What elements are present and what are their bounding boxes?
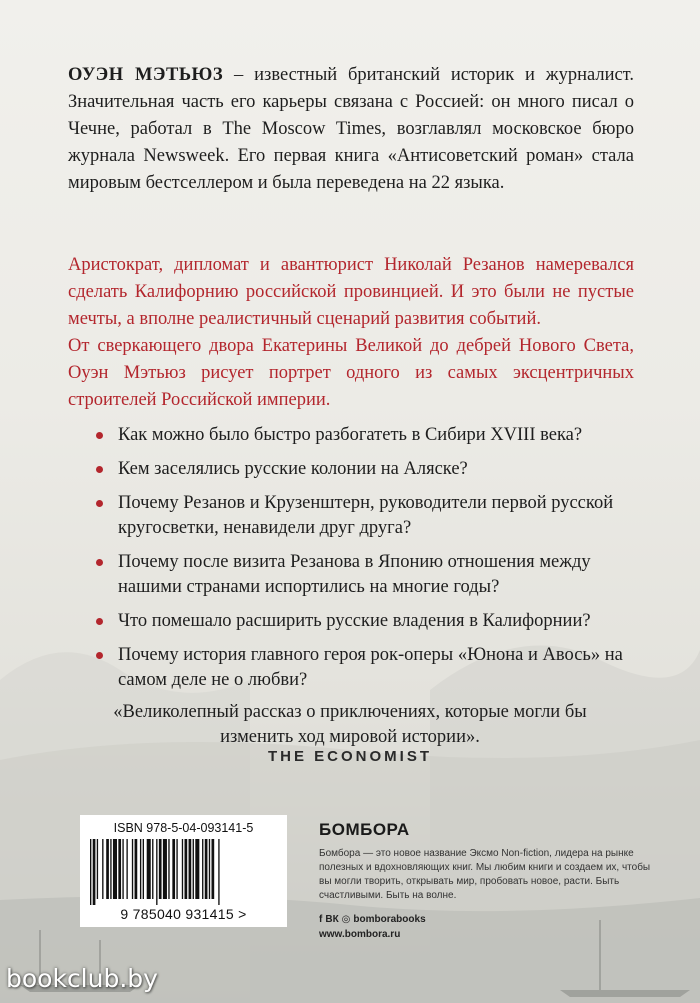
barcode-bar <box>118 839 121 899</box>
bullet-icon <box>96 432 103 439</box>
author-bio <box>68 62 634 197</box>
watermark: bookclub.by <box>6 964 158 993</box>
isbn-label: ISBN 978-5-04-093141-5 <box>113 821 254 835</box>
bullet-icon <box>96 559 103 566</box>
barcode-bar <box>90 839 91 905</box>
barcode-bar <box>193 839 194 899</box>
instagram-icon: ◎ <box>341 914 351 925</box>
barcode-bar <box>122 839 123 899</box>
barcode-bar <box>159 839 162 899</box>
publisher-logo: БОМБОРА <box>319 820 410 839</box>
question-item: Почему история главного героя рок-оперы «Юнона и Авось» на самом деле не о любви? <box>118 643 638 693</box>
barcode-bar <box>182 839 183 899</box>
author-name: ОУЭН МЭТЬЮЗ <box>68 65 224 85</box>
barcode-bar <box>202 839 203 899</box>
annotation-paragraph-1: Аристократ, дипломат и авантюрист Николай Резанов намеревался сделать Калифорнию российской провинцией. И это были не пустые мечты, а вполне реалистичный сценарий развития событий. <box>68 255 634 329</box>
publisher-website: www.bombora.ru <box>319 929 401 940</box>
questions-list <box>118 423 638 702</box>
barcode-bar <box>132 839 133 899</box>
barcode-bar <box>163 839 167 899</box>
publisher-description: Бомбора — это новое название Эксмо Non-fiction, лидера на рынке полезных и вдохновляющих книг. Мы любим книги и создаем их, чтобы вы могли творить, открывать мир, пробовать новое, расти. Быть счастливыми. Быть на волне. <box>319 848 651 901</box>
annotation-paragraph-2: От сверкающего двора Екатерины Великой до дебрей Нового Света, Оуэн Мэтьюз рисует портрет одного из самых эксцентричных строителей Российской империи. <box>68 336 634 410</box>
barcode-bar <box>212 839 215 899</box>
barcode-bar <box>110 839 111 899</box>
barcode-bar <box>152 839 153 899</box>
review-source: THE ECONOMIST <box>267 748 432 765</box>
question-item: Что помешало расширить русские владения в Калифорнии? <box>118 609 638 634</box>
barcode-bar <box>126 839 127 899</box>
barcode-bar <box>147 839 151 899</box>
book-annotation <box>68 252 634 414</box>
barcode-bar <box>135 839 138 899</box>
barcode-bar <box>189 839 192 899</box>
barcode-bar <box>209 839 210 899</box>
bullet-icon <box>96 466 103 473</box>
review-quote: «Великолепный рассказ о приключениях, которые могли бы изменить ход мировой истории». <box>113 702 587 747</box>
question-item: Почему после визита Резанова в Японию отношения между нашими странами испортились на многие годы? <box>118 550 638 600</box>
barcode-bar <box>218 839 219 905</box>
bullet-icon <box>96 500 103 507</box>
barcode-bar <box>185 839 188 899</box>
question-item: Кем заселялись русские колонии на Аляске? <box>118 457 638 482</box>
barcode-bar <box>106 839 109 899</box>
barcode-bar <box>176 839 177 899</box>
barcode-bar <box>140 839 141 899</box>
barcode-bar <box>168 839 169 899</box>
barcode-bar <box>102 839 103 899</box>
barcode-bar <box>172 839 175 899</box>
barcode-bar <box>195 839 199 899</box>
barcode-box <box>80 815 287 927</box>
barcode-bar <box>205 839 208 899</box>
barcode-bar <box>93 839 96 905</box>
social-links <box>319 914 426 925</box>
barcode-icon <box>86 839 281 905</box>
bullet-icon <box>96 618 103 625</box>
facebook-icon: f <box>319 914 323 925</box>
barcode-bar <box>156 839 157 905</box>
question-item: Почему Резанов и Крузенштерн, руководители первой русской кругосветки, ненавидели друг друга? <box>118 491 638 541</box>
social-handle: bomborabooks <box>353 914 426 925</box>
author-bio-text: – известный британский историк и журналист. Значительная часть его карьеры связана с Россией: он много писал о Чечне, работал в The Moscow Times, возглавлял московское бюро журнала Newsweek. Его первая книга «Антисоветский роман» стала мировым бестселлером и была переведена на 22 языка. <box>68 65 635 193</box>
barcode-bar <box>113 839 117 899</box>
question-item: Как можно было быстро разбогатеть в Сибири XVIII века? <box>118 423 638 448</box>
barcode-bar <box>143 839 144 899</box>
barcode-bar <box>97 839 98 899</box>
vk-icon: ВК <box>325 914 339 925</box>
barcode-digits: 9 785040 931415 > <box>120 906 247 922</box>
bullet-icon <box>96 652 103 659</box>
